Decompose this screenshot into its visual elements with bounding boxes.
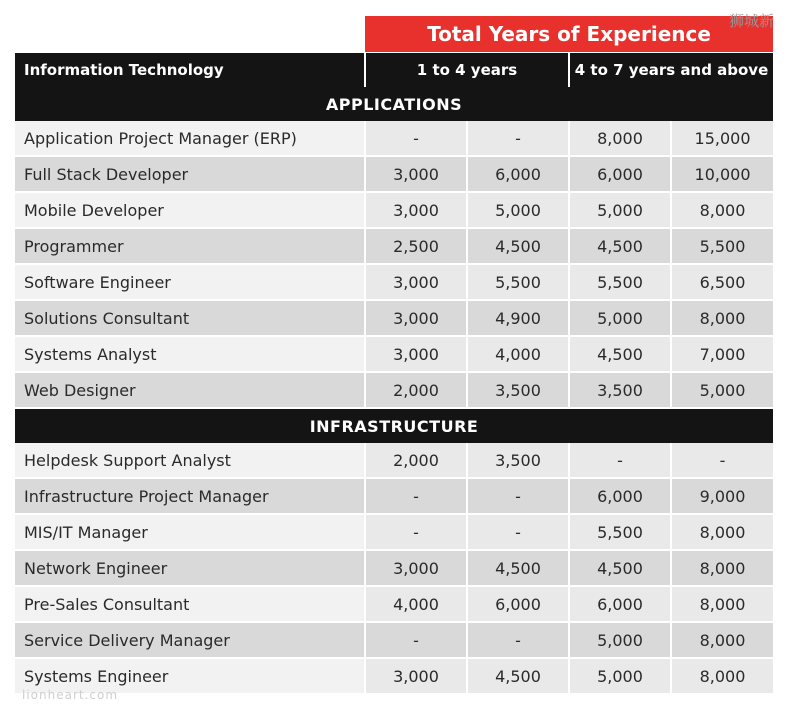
salary-cell-band2-high: 8,000: [671, 300, 773, 336]
salary-cell-band2-high: 7,000: [671, 336, 773, 372]
salary-cell-band1-low: -: [365, 622, 467, 658]
section-header-row: [15, 87, 773, 121]
salary-cell-band1-high: -: [467, 121, 569, 156]
salary-cell-band2-low: 4,500: [569, 550, 671, 586]
role-cell: Pre-Sales Consultant: [15, 586, 365, 622]
role-cell: Service Delivery Manager: [15, 622, 365, 658]
salary-cell-band2-low: 6,000: [569, 478, 671, 514]
salary-cell-band2-low: 5,000: [569, 192, 671, 228]
role-cell: Programmer: [15, 228, 365, 264]
banner-spacer: [15, 16, 365, 53]
section-title: APPLICATIONS: [15, 87, 773, 121]
experience-banner: Total Years of Experience: [365, 16, 773, 53]
salary-cell-band1-high: 4,900: [467, 300, 569, 336]
salary-cell-band1-high: 4,500: [467, 550, 569, 586]
table-row: [15, 658, 773, 694]
role-cell: MIS/IT Manager: [15, 514, 365, 550]
salary-cell-band2-high: 5,500: [671, 228, 773, 264]
table-row: [15, 121, 773, 156]
salary-cell-band1-low: 3,000: [365, 192, 467, 228]
salary-cell-band1-low: 3,000: [365, 156, 467, 192]
watermark: 狮城新: [728, 12, 774, 30]
salary-cell-band2-high: 9,000: [671, 478, 773, 514]
salary-cell-band1-low: 2,000: [365, 372, 467, 408]
role-cell: Helpdesk Support Analyst: [15, 443, 365, 478]
role-cell: Systems Engineer: [15, 658, 365, 694]
role-cell: Application Project Manager (ERP): [15, 121, 365, 156]
role-cell: Network Engineer: [15, 550, 365, 586]
salary-cell-band1-low: -: [365, 121, 467, 156]
salary-cell-band2-high: 8,000: [671, 514, 773, 550]
category-header: Information Technology: [15, 53, 365, 88]
table-row: [15, 336, 773, 372]
table-row: [15, 622, 773, 658]
salary-cell-band2-low: 6,000: [569, 586, 671, 622]
salary-cell-band2-low: 5,000: [569, 658, 671, 694]
salary-cell-band1-low: 3,000: [365, 550, 467, 586]
salary-cell-band2-high: -: [671, 443, 773, 478]
section-title: INFRASTRUCTURE: [15, 408, 773, 443]
salary-cell-band2-high: 6,500: [671, 264, 773, 300]
table-row: [15, 228, 773, 264]
salary-cell-band1-low: 4,000: [365, 586, 467, 622]
table-row: [15, 514, 773, 550]
salary-cell-band2-high: 8,000: [671, 192, 773, 228]
salary-cell-band1-high: 5,000: [467, 192, 569, 228]
salary-cell-band1-low: -: [365, 478, 467, 514]
salary-cell-band1-low: 3,000: [365, 336, 467, 372]
role-cell: Full Stack Developer: [15, 156, 365, 192]
salary-cell-band1-high: 5,500: [467, 264, 569, 300]
table-row: [15, 443, 773, 478]
salary-cell-band2-high: 5,000: [671, 372, 773, 408]
salary-cell-band1-high: 4,500: [467, 228, 569, 264]
salary-cell-band2-low: 3,500: [569, 372, 671, 408]
table-row: [15, 478, 773, 514]
table-row: [15, 586, 773, 622]
salary-cell-band1-high: -: [467, 478, 569, 514]
table-row: [15, 156, 773, 192]
salary-cell-band2-low: 8,000: [569, 121, 671, 156]
salary-cell-band2-low: 5,500: [569, 264, 671, 300]
salary-cell-band2-high: 8,000: [671, 622, 773, 658]
table-row: [15, 264, 773, 300]
salary-cell-band1-low: -: [365, 514, 467, 550]
band-2-header: 4 to 7 years and above: [569, 53, 773, 88]
salary-cell-band1-low: 3,000: [365, 264, 467, 300]
table-row: [15, 300, 773, 336]
salary-cell-band1-low: 2,000: [365, 443, 467, 478]
salary-cell-band2-low: 6,000: [569, 156, 671, 192]
role-cell: Software Engineer: [15, 264, 365, 300]
salary-cell-band1-high: 3,500: [467, 443, 569, 478]
salary-cell-band1-low: 3,000: [365, 658, 467, 694]
salary-cell-band1-high: 4,000: [467, 336, 569, 372]
salary-cell-band2-high: 10,000: [671, 156, 773, 192]
salary-cell-band1-high: 6,000: [467, 586, 569, 622]
salary-cell-band1-high: 4,500: [467, 658, 569, 694]
salary-cell-band1-high: 3,500: [467, 372, 569, 408]
salary-cell-band1-high: 6,000: [467, 156, 569, 192]
column-header-row: [15, 53, 773, 88]
role-cell: Solutions Consultant: [15, 300, 365, 336]
salary-cell-band1-high: -: [467, 514, 569, 550]
banner-row: [15, 16, 773, 53]
salary-cell-band2-high: 15,000: [671, 121, 773, 156]
table-row: [15, 550, 773, 586]
salary-cell-band2-low: 5,500: [569, 514, 671, 550]
salary-cell-band2-high: 8,000: [671, 586, 773, 622]
salary-cell-band2-low: -: [569, 443, 671, 478]
role-cell: Mobile Developer: [15, 192, 365, 228]
salary-cell-band2-low: 4,500: [569, 228, 671, 264]
table-row: [15, 192, 773, 228]
table-body: [15, 87, 773, 694]
band-1-header: 1 to 4 years: [365, 53, 569, 88]
salary-cell-band1-high: -: [467, 622, 569, 658]
section-header-row: [15, 408, 773, 443]
salary-cell-band2-low: 4,500: [569, 336, 671, 372]
role-cell: Web Designer: [15, 372, 365, 408]
salary-cell-band1-low: 3,000: [365, 300, 467, 336]
salary-cell-band2-high: 8,000: [671, 550, 773, 586]
salary-cell-band1-low: 2,500: [365, 228, 467, 264]
table-row: [15, 372, 773, 408]
salary-cell-band2-low: 5,000: [569, 300, 671, 336]
salary-cell-band2-low: 5,000: [569, 622, 671, 658]
bottom-watermark: lionheart.com: [22, 688, 119, 702]
role-cell: Infrastructure Project Manager: [15, 478, 365, 514]
salary-table: [15, 16, 773, 695]
role-cell: Systems Analyst: [15, 336, 365, 372]
salary-cell-band2-high: 8,000: [671, 658, 773, 694]
